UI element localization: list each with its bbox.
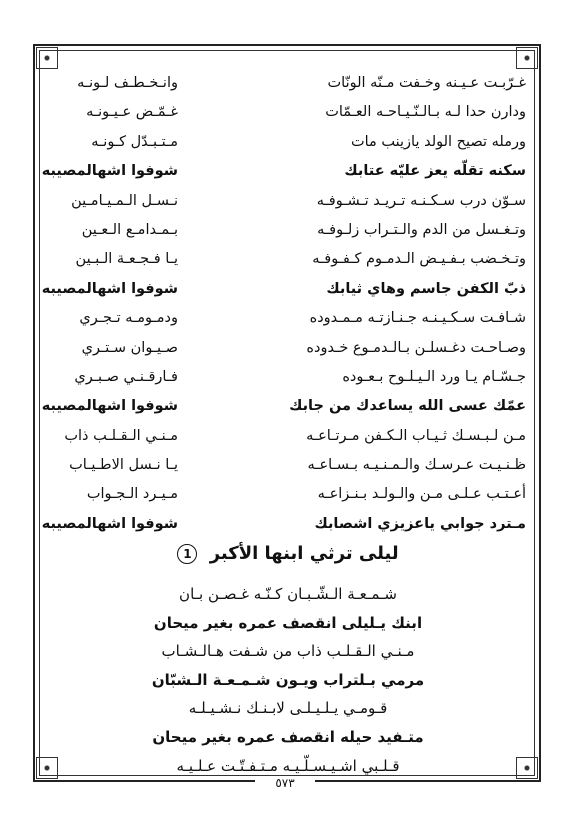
verse-row (48, 104, 526, 133)
verse-first-hemistich: مـترد جوابي ياعزيزي اشصابك (314, 515, 526, 532)
section-number-badge: 1 (177, 544, 197, 564)
verse-row-refrain (41, 163, 526, 192)
poem-line-bold: مرمي بـلتراب ويـون شـمـعـة الـشبّان (151, 670, 425, 689)
verse-first-hemistich: ودارن حدا لـه بـالـنّـيـاحـه العـمّات (325, 104, 526, 121)
verse-row (48, 428, 526, 457)
verse-first-hemistich: شـافـت سـكـيـنـه جـنـازتـه مـمـدوده (309, 310, 526, 327)
verse-row (48, 222, 526, 251)
section-title (0, 543, 576, 564)
section-title-text: ليلى ترثي ابنها الأكبر (209, 543, 399, 564)
verse-first-hemistich: ظـنـيـت عـرسـك والـمـنـيـه بـسـاعـه (307, 457, 526, 474)
verse-refrain: شوفوا اشهالمصيبه (41, 515, 178, 532)
verse-first-hemistich: وتـغـسل من الدم والـتـراب زلـوفـه (317, 221, 526, 238)
verse-first-hemistich: مـن لـبـسـك ثـيـاب الـكـفن مـرتـاعـه (306, 427, 526, 444)
page-number: ٥٧٣ (255, 776, 315, 792)
verse-refrain: شوفوا اشهالمصيبه (41, 163, 178, 180)
verse-first-hemistich: غـرّبـت عـيـنه وخـفت مـنّه الونّات (327, 75, 526, 91)
verse-second-hemistich: مـيـرد الـجـواب (86, 486, 178, 503)
verse-row (48, 457, 526, 486)
verse-first-hemistich: أعـتـب عـلـى مـن والـولـد بـنـزاعـه (317, 486, 526, 503)
verse-first-hemistich: وصـاحـت دغـسلـن بـالـدمـوع خـدوده (306, 339, 526, 356)
verse-row (48, 369, 526, 398)
poem-line: قـومـي يـلـيـلـى لابـنـك نـشـيـلـه (188, 699, 388, 718)
verse-second-hemistich: ودمـومـه تـجـري (79, 310, 178, 327)
poem-line-bold: ابنك يـليلى انقصف عمره بغير ميحان (153, 613, 423, 632)
corner-ornament (516, 47, 538, 69)
verse-second-hemistich: بـمـدامـع الـعـين (81, 221, 178, 238)
verse-row (48, 486, 526, 515)
verse-row (48, 310, 526, 339)
verse-row (48, 340, 526, 369)
verse-row-refrain (41, 515, 526, 545)
verse-row (48, 193, 526, 222)
poem-line: قـلـبي اشـيـسـلّـيـه مـتـفـتّـت عـلـيـه (176, 756, 400, 775)
verse-first-hemistich: سكنه تقلّه يعز عليّه عتابك (344, 163, 526, 180)
verse-first-hemistich: عمّك عسى الله يساعدك من جابك (289, 398, 526, 415)
verse-row (48, 75, 526, 104)
verse-first-hemistich: ذبّ الكفن جاسم وهاي ثيابك (326, 280, 526, 297)
verse-first-hemistich: وتـخـضب بـفـيـض الـدمـوم كـفـوفـه (312, 251, 526, 268)
verse-refrain: شوفوا اشهالمصيبه (41, 280, 178, 297)
verse-second-hemistich: يـا فـجـعـة الـبـين (75, 251, 178, 268)
verse-second-hemistich: مـنـي الـقـلـب ذاب (64, 427, 178, 444)
poem-line-bold: متـفيد حيله انقصف عمره بغير ميحان (152, 727, 424, 746)
verse-second-hemistich: وانـخـطـف لـونـه (77, 75, 178, 91)
verse-second-hemistich: مـتـبـدّل كـونـه (91, 133, 178, 150)
poem-line: شـمـعـة الـشّـبـان كـنّـه غـصـن بـان (179, 585, 397, 603)
verse-row-refrain (41, 280, 526, 310)
verse-first-hemistich: جـسّـام يـا ورد الـيـلـوح بـعـوده (342, 368, 526, 385)
verse-row-refrain (41, 398, 526, 427)
verse-refrain: شوفوا اشهالمصيبه (41, 398, 178, 415)
verse-row (48, 251, 526, 280)
verse-first-hemistich: ورمله تصيح الولد يازينب مات (350, 133, 526, 150)
verse-first-hemistich: سـوّن درب سـكـنـه تـريـد تـشـوفـه (316, 192, 526, 209)
verse-row (48, 134, 526, 163)
verse-second-hemistich: يـا نـسل الاطـيـاب (69, 457, 178, 474)
verse-second-hemistich: فـارقـنـي صـبـري (74, 368, 178, 385)
verse-second-hemistich: نـسـل الـمـيـامـين (71, 192, 178, 209)
verse-second-hemistich: غـمّـض عـيـونـه (86, 104, 178, 121)
verse-second-hemistich: صـيـوان سـتـري (81, 339, 178, 356)
verses-block (41, 75, 526, 545)
poem-line: مـنـي الـقـلـب ذاب من شـفت هـالـشـاب (161, 642, 415, 661)
poem-block (0, 585, 576, 785)
corner-ornament (36, 47, 58, 69)
